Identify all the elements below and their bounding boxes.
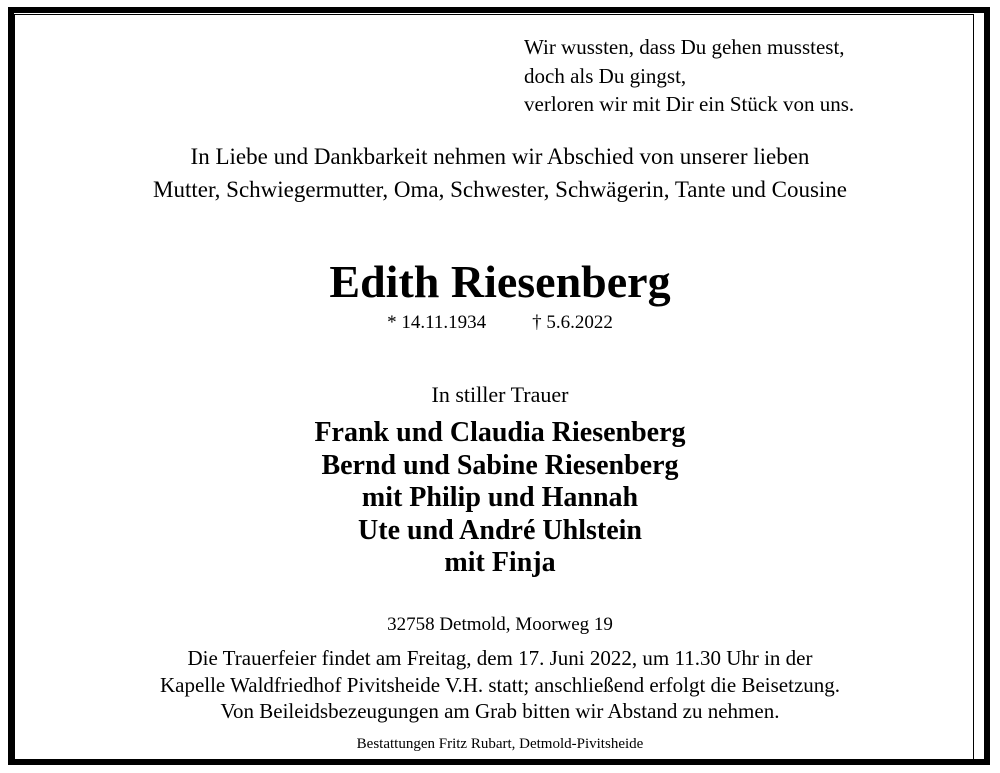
death-date: † 5.6.2022 [532,312,613,333]
family-line: mit Philip und Hannah [361,482,639,513]
life-dates [0,310,1000,336]
intro-line: In Liebe und Dankbarkeit nehmen wir Abschied von unserer lieben [190,144,810,169]
poem-line: doch als Du gingst, [524,63,687,88]
service-details [0,645,1000,725]
family-line: Ute und André Uhlstein [358,514,642,546]
family-line: mit Finja [444,547,556,578]
service-line: Die Trauerfeier findet am Freitag, dem 17. Juni 2022, um 11.30 Uhr in der [187,646,813,670]
service-line: Kapelle Waldfriedhof Pivitsheide V.H. statt; anschließend erfolgt die Beisetzung. [159,672,841,697]
family-address: 32758 Detmold, Moorweg 19 [387,614,613,635]
family-list [0,417,1000,580]
mourning-heading: In stiller Trauer [431,382,569,407]
intro-line: Mutter, Schwiegermutter, Oma, Schwester, Schwägerin, Tante und Cousine [153,177,847,202]
service-line: Von Beileidsbezeugungen am Grab bitten wir Abstand zu nehmen. [220,699,780,723]
memorial-poem [524,33,854,119]
family-line: Frank und Claudia Riesenberg [314,417,686,448]
birth-date: * 14.11.1934 [387,312,487,333]
family-line: Bernd und Sabine Riesenberg [321,449,679,481]
deceased-name: Edith Riesenberg [329,256,671,307]
poem-line: Wir wussten, dass Du gehen musstest, [524,35,845,59]
undertaker-credit: Bestattungen Fritz Rubart, Detmold-Pivitsheide [356,736,644,752]
poem-line: verloren wir mit Dir ein Stück von uns. [524,92,855,116]
farewell-intro [0,140,1000,206]
